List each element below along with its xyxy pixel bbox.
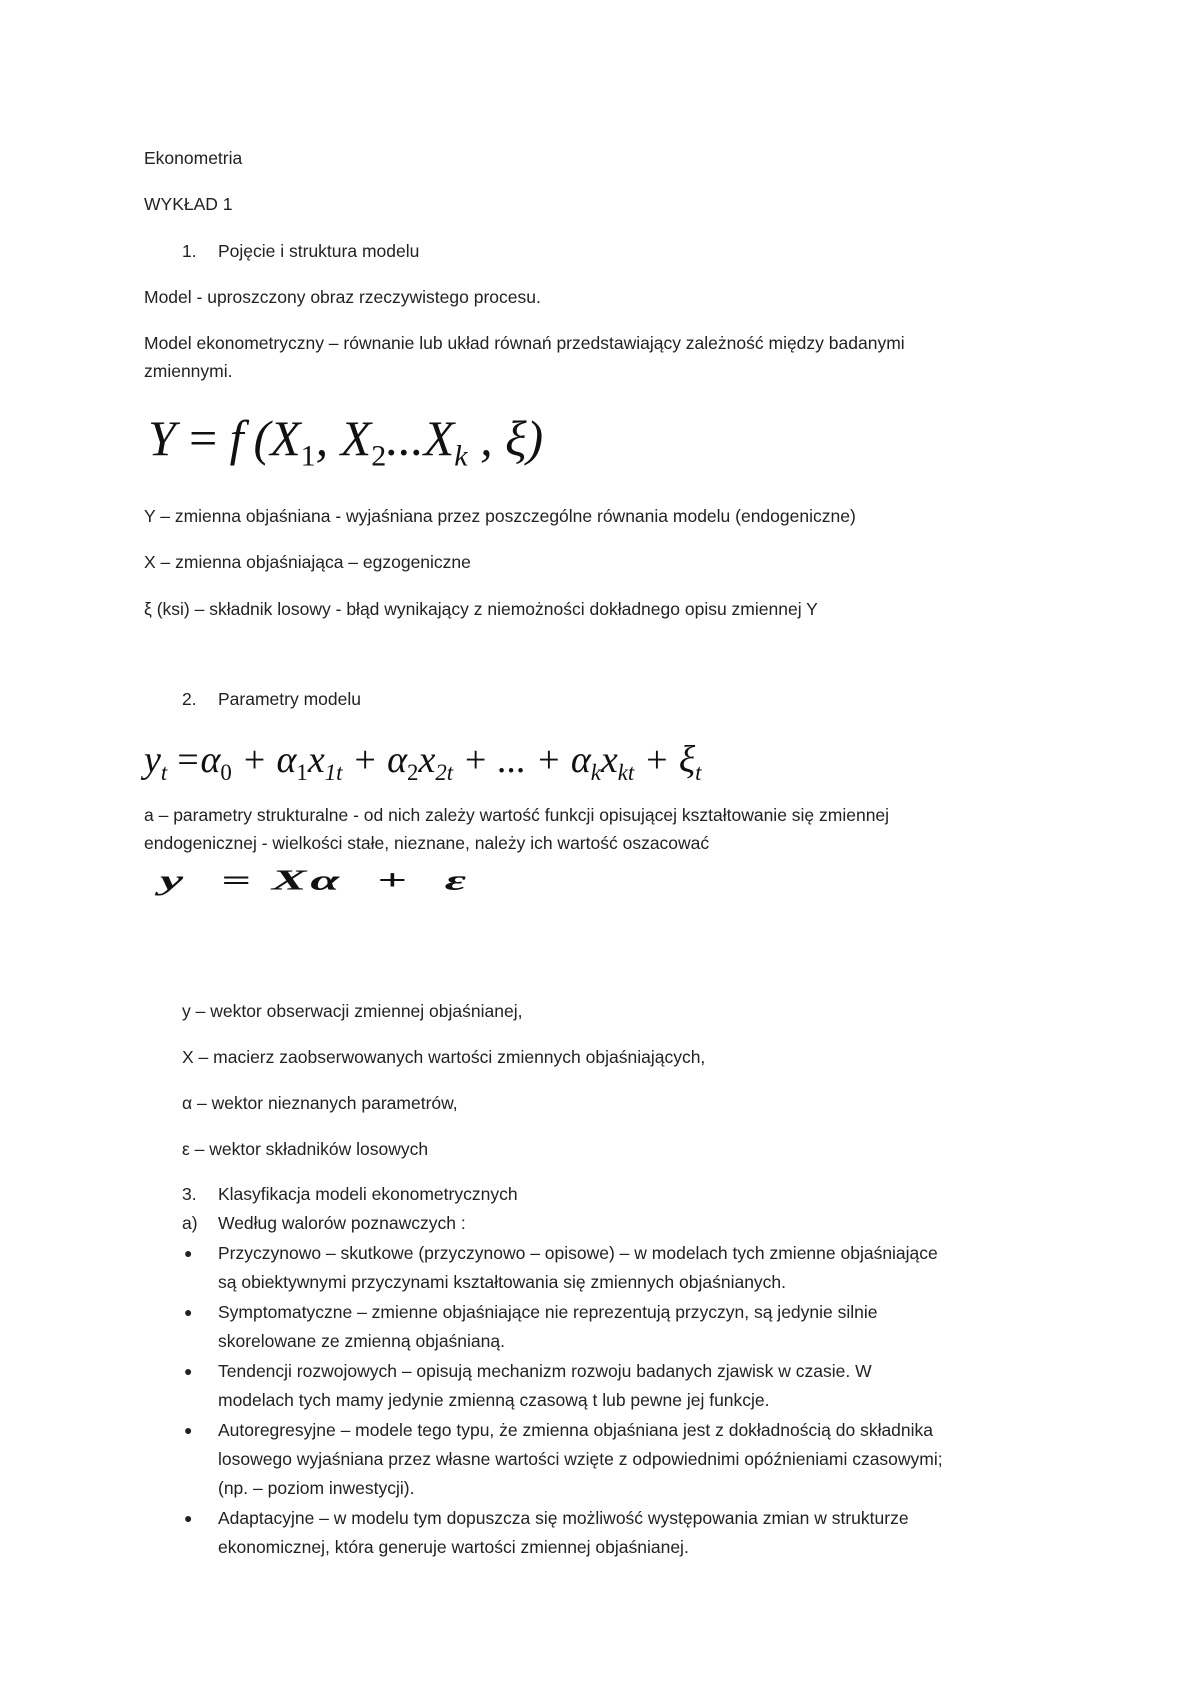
vector-epsilon-description: ε – wektor składników losowych <box>182 1139 429 1159</box>
vector-y-description: y – wektor obserwacji zmiennej objaśnianej, <box>182 1001 523 1021</box>
bullet-icon: ● <box>184 1245 193 1261</box>
document-title: Ekonometria <box>144 148 243 168</box>
section-3-number: 3. <box>182 1184 197 1204</box>
general-model-formula: Y = f ($X_1$, $X_2...X_k$ , ξ) <box>148 410 544 473</box>
subsection-a-label: a) <box>182 1213 198 1233</box>
parameters-description-line-1: a – parametry strukturalne - od nich zależy wartość funkcji opisującej kształtowanie się zmiennej <box>144 805 890 825</box>
lecture-label: WYKŁAD 1 <box>144 194 233 214</box>
bullet-4-line-3: (np. – poziom inwestycji). <box>218 1478 415 1498</box>
bullet-icon: ● <box>184 1422 193 1438</box>
vector-alpha-description: α – wektor nieznanych parametrów, <box>182 1093 458 1113</box>
bullet-5-line-1: Adaptacyjne – w modelu tym dopuszcza się możliwość występowania zmian w strukturze <box>218 1508 909 1528</box>
econometric-model-definition-line-1: Model ekonometryczny – równanie lub układ równań przedstawiający zależność między badanymi <box>144 333 905 353</box>
bullet-1-line-2: są obiektywnymi przyczynami kształtowania się zmiennych objaśnianych. <box>218 1272 787 1292</box>
econometric-model-definition-line-2: zmiennymi. <box>144 361 233 381</box>
x-variable-description: X – zmienna objaśniająca – egzogeniczne <box>144 552 471 572</box>
bullet-2-line-1: Symptomatyczne – zmienne objaśniające nie reprezentują przyczyn, są jedynie silnie <box>218 1302 878 1322</box>
section-3-heading: Klasyfikacja modeli ekonometrycznych <box>218 1184 518 1204</box>
section-2-heading: Parametry modelu <box>218 689 361 709</box>
bullet-2-line-2: skorelowane ze zmienną objaśnianą. <box>218 1331 505 1351</box>
matrix-x-description: X – macierz zaobserwowanych wartości zmiennych objaśniających, <box>182 1047 706 1067</box>
bullet-5-line-2: ekonomicznej, która generuje wartości zmiennej objaśnianej. <box>218 1537 689 1557</box>
linear-model-formula: $y_t =\alpha_0 + \alpha_1x_{1t} + \alpha_2x_{2t}$ + ... + $\alpha_kx_{kt} + \xi_t$ <box>144 739 702 785</box>
section-2-number: 2. <box>182 689 197 709</box>
bullet-3-line-2: modelach tych mamy jedynie zmienną czasową t lub pewne jej funkcje. <box>218 1390 770 1410</box>
section-1-number: 1. <box>182 241 197 261</box>
y-variable-description: Y – zmienna objaśniana - wyjaśniana przez poszczególne równania modelu (endogeniczne) <box>144 506 856 526</box>
xi-variable-description: ξ (ksi) – składnik losowy - błąd wynikający z niemożności dokładnego opisu zmiennej Y <box>144 599 818 619</box>
section-1-heading: Pojęcie i struktura modelu <box>218 241 420 261</box>
parameters-description-line-2: endogenicznej - wielkości stałe, nieznane, należy ich wartość oszacować <box>144 833 710 853</box>
bullet-icon: ● <box>184 1363 193 1379</box>
bullet-1-line-1: Przyczynowo – skutkowe (przyczynowo – opisowe) – w modelach tych zmienne objaśniające <box>218 1243 938 1263</box>
bullet-4-line-1: Autoregresyjne – modele tego typu, że zmienna objaśniana jest z dokładnością do składnika <box>218 1420 934 1440</box>
bullet-icon: ● <box>184 1304 193 1320</box>
bullet-4-line-2: losowego wyjaśniana przez własne wartości wzięte z odpowiednimi opóźnieniami czasowymi; <box>218 1449 943 1469</box>
bullet-icon: ● <box>184 1510 193 1526</box>
subsection-a-heading: Według walorów poznawczych : <box>218 1213 466 1233</box>
bullet-3-line-1: Tendencji rozwojowych – opisują mechanizm rozwoju badanych zjawisk w czasie. W <box>218 1361 872 1381</box>
matrix-model-formula: y = Xα + ε <box>160 864 471 896</box>
model-definition: Model - uproszczony obraz rzeczywistego procesu. <box>144 287 541 307</box>
